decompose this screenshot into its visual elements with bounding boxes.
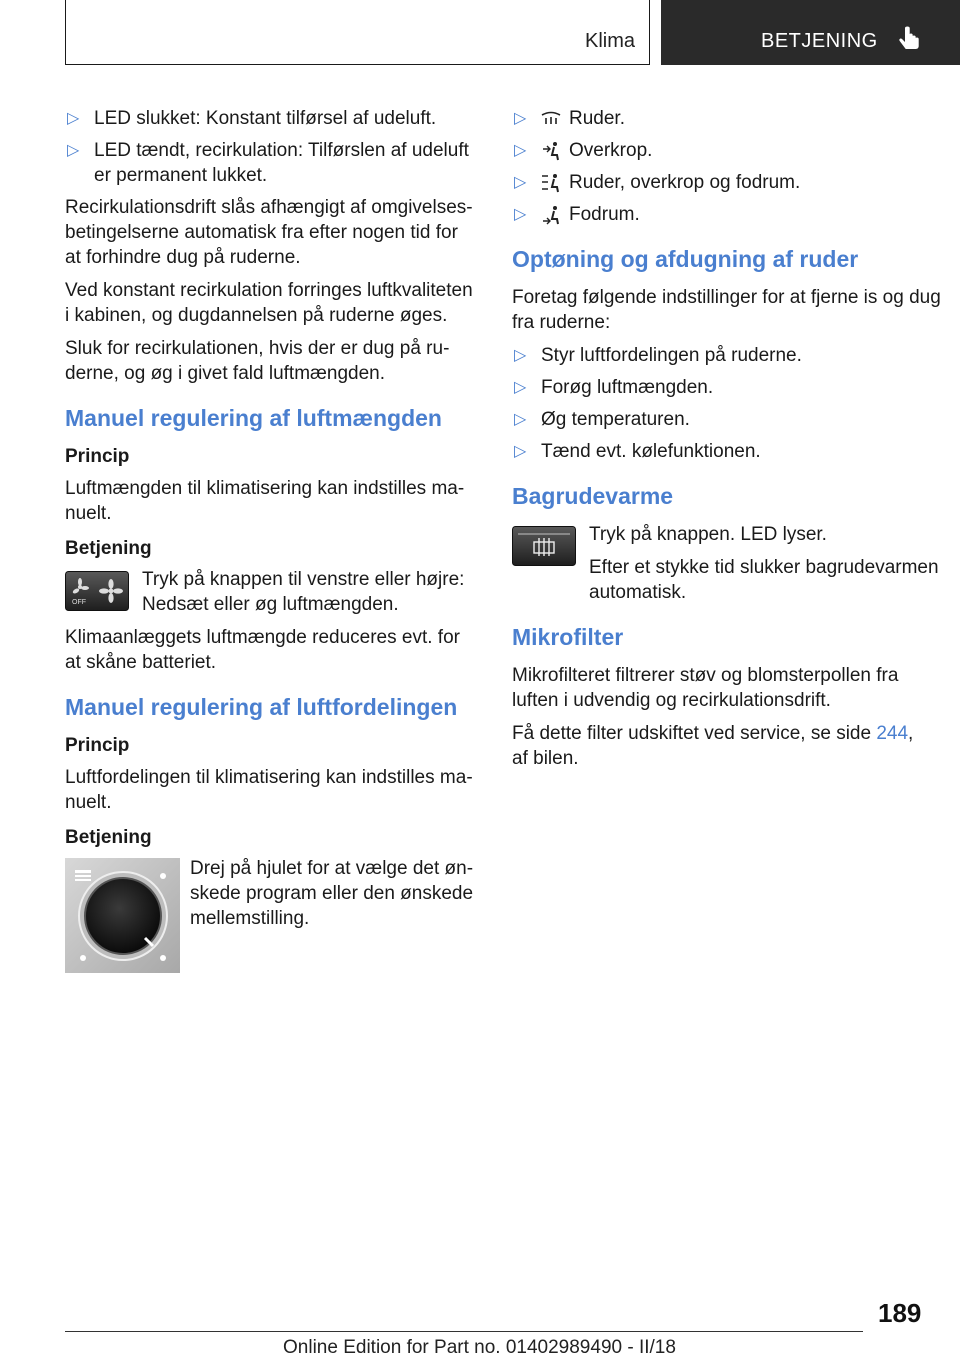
bullet-triangle-icon: ▷ xyxy=(514,174,527,191)
list-item: ▷ Tænd evt. kølefunktionen. xyxy=(514,441,761,462)
rear-heat-text: Efter et stykke tid slukker bagrudevarmen automatisk. xyxy=(589,557,939,603)
section-title: Klima xyxy=(584,30,635,52)
all-zones-icon xyxy=(540,173,562,193)
subheading-operation: Betjening xyxy=(65,538,152,559)
list-item: ▷ Øg temperaturen. xyxy=(514,409,690,430)
paragraph: Ved konstant recirkulation forringes luftkvaliteten i kabinen, og dugdannelsen på ruderne øges. xyxy=(65,280,473,326)
list-item: ▷ Forøg luftmængden. xyxy=(514,377,714,398)
subheading-principle: Princip xyxy=(65,446,130,467)
chapter-title: BETJENING xyxy=(761,30,878,52)
edition-text: Online Edition for Part no. 01402989490 - II/18 xyxy=(283,1337,676,1358)
paragraph: Få dette filter udskiftet ved service, se side 244, af bilen. xyxy=(512,723,914,769)
heading-manual-distribution: Manuel regulering af luftfordelingen xyxy=(65,694,458,720)
rear-window-heat-button-image xyxy=(512,526,576,566)
bullet-triangle-icon: ▷ xyxy=(514,411,527,428)
bullet-triangle-icon: ▷ xyxy=(514,206,527,223)
heading-defrost: Optøning og afdugning af ruder xyxy=(512,246,859,272)
paragraph: Recirkulationsdrift slås afhængigt af omgivelsesbetingelserne automatisk fra efter nogen tid for at forhindre dug på ruderne. xyxy=(65,197,473,268)
paragraph: Foretag følgende indstillinger for at fjerne is og dug fra ruderne: xyxy=(512,287,941,333)
windshield-mini-icon xyxy=(75,870,91,881)
list-item: ▷ LED tændt, recirkulation: Tilførslen af udeluft er permanent lukket. xyxy=(67,140,469,186)
svg-text:OFF: OFF xyxy=(72,599,86,606)
bullet-triangle-icon: ▷ xyxy=(514,110,527,127)
body-mini-icon xyxy=(160,955,166,961)
footwell-mini-icon xyxy=(80,955,86,961)
dial-block xyxy=(65,856,477,978)
paragraph: Luftmængden til klimatisering kan indstilles manuelt. xyxy=(65,478,465,524)
subheading-operation: Betjening xyxy=(65,827,152,848)
upper-mini-icon xyxy=(160,873,166,879)
bullet-triangle-icon: ▷ xyxy=(67,142,80,159)
paragraph: Sluk for recirkulationen, hvis der er dug på ruderne, og øg i givet fald luftmængden. xyxy=(65,338,450,384)
air-distribution-dial-image xyxy=(65,858,180,973)
bullet-triangle-icon: ▷ xyxy=(514,443,527,460)
page-link-244[interactable]: 244 xyxy=(876,723,909,744)
operation-text: Drej på hjulet for at vælge det ønskede program eller den ønskede mellemstilling. xyxy=(190,858,474,929)
header-chapter-box[interactable] xyxy=(661,0,960,65)
list-item: ▷ LED slukket: Konstant tilførsel af udeluft. xyxy=(67,108,437,129)
operation-text: Tryk på knappen til venstre eller højre: Nedsæt eller øg luftmængden. xyxy=(142,569,465,615)
fan-buttons-image xyxy=(65,571,129,611)
heading-manual-airflow: Manuel regulering af luftmængden xyxy=(65,405,442,431)
pointing-hand-icon xyxy=(897,26,921,54)
paragraph: Mikrofilteret filtrerer støv og blomsterpollen fra luften i udvendig og recirkulationsdrift. xyxy=(512,665,899,711)
windshield-icon xyxy=(540,109,562,129)
rear-heat-block xyxy=(512,522,947,605)
fan-button-block xyxy=(65,567,477,617)
bullet-triangle-icon: ▷ xyxy=(514,142,527,159)
page-number: 189 xyxy=(878,1298,922,1328)
bullet-triangle-icon: ▷ xyxy=(514,347,527,364)
footer-divider xyxy=(65,1331,863,1332)
right-column xyxy=(512,100,947,779)
upper-body-icon xyxy=(540,141,562,161)
header-section-box xyxy=(65,0,650,65)
paragraph: Klimaanlæggets luftmængde reduceres evt. for at skåne batteriet. xyxy=(65,627,460,673)
heading-rear-window-heating: Bagrudevarme xyxy=(512,483,674,509)
list-item: ▷ Fodrum. xyxy=(514,204,640,225)
left-column xyxy=(65,100,477,986)
footwell-icon xyxy=(540,205,562,225)
subheading-principle: Princip xyxy=(65,735,130,756)
list-item: ▷ Styr luftfordelingen på ruderne. xyxy=(514,345,802,366)
bullet-triangle-icon: ▷ xyxy=(67,110,80,127)
rear-heat-text: Tryk på knappen. LED lyser. xyxy=(589,524,827,545)
list-item: ▷ Ruder. xyxy=(514,108,625,129)
heading-microfilter: Mikrofilter xyxy=(512,624,624,650)
list-item: ▷ Ruder, overkrop og fodrum. xyxy=(514,172,801,193)
bullet-triangle-icon: ▷ xyxy=(514,379,527,396)
list-item: ▷ Overkrop. xyxy=(514,140,653,161)
paragraph: Luftfordelingen til klimatisering kan indstilles manuelt. xyxy=(65,767,473,813)
